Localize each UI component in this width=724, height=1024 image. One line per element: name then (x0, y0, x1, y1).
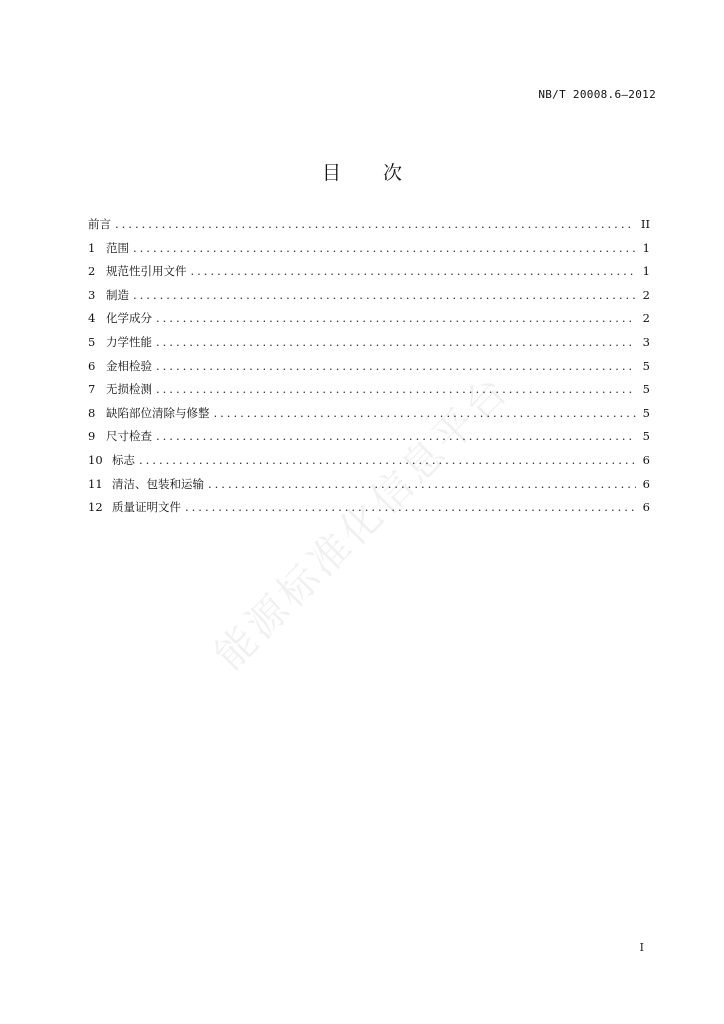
toc-entry-number: 3 (88, 287, 96, 302)
toc-entry-page: 3 (642, 334, 650, 349)
toc-entry-title: 力学性能 (106, 334, 152, 349)
toc-entry-title: 金相检验 (106, 358, 152, 373)
toc-entry[interactable] (88, 240, 650, 264)
page-number: I (639, 941, 644, 954)
toc-entry-page: 6 (642, 500, 650, 515)
toc-entry-title: 标志 (112, 452, 135, 467)
toc-entry-number: 8 (88, 405, 96, 420)
toc-entry-page: 6 (642, 452, 650, 467)
toc-entry[interactable] (88, 499, 650, 523)
toc-entry[interactable] (88, 287, 650, 311)
toc-entry[interactable] (88, 334, 650, 358)
toc-entry-title: 规范性引用文件 (106, 264, 187, 279)
toc-entry-page: II (640, 217, 650, 231)
toc-entry-number: 11 (88, 476, 103, 491)
toc-entry-title: 清洁、包装和运输 (112, 476, 204, 491)
toc-entry-number: 12 (88, 500, 103, 515)
toc-entry[interactable] (88, 405, 650, 429)
toc-entry-title: 化学成分 (106, 311, 152, 326)
toc-entry-number: 6 (88, 358, 96, 373)
watermark: 能源标准化信息平台 (206, 366, 519, 679)
title-char-2: 次 (383, 162, 403, 184)
toc-entry-number: 1 (88, 240, 96, 255)
toc-entry-number: 5 (88, 334, 96, 349)
toc-entry-title: 无损检测 (106, 382, 152, 397)
toc-entry[interactable] (88, 310, 650, 334)
toc-entry-page: 5 (642, 358, 650, 373)
toc-entry-title: 尺寸检查 (106, 429, 152, 444)
toc-entry-page: 5 (642, 429, 650, 444)
toc-entry-page: 6 (642, 476, 650, 491)
toc-entry-page: 2 (642, 287, 650, 302)
toc-entry-title: 缺陷部位清除与修整 (106, 405, 210, 420)
toc-entry-page: 5 (642, 405, 650, 420)
standard-code: NB/T 20008.6—2012 (538, 88, 656, 101)
page-title (0, 158, 724, 185)
toc-entry-page: 1 (642, 264, 650, 279)
toc-entry-number: 7 (88, 382, 96, 397)
toc-entry-page: 2 (642, 311, 650, 326)
toc-entry[interactable] (88, 428, 650, 452)
toc-entry-title: 前言 (88, 217, 111, 231)
toc-entry[interactable] (88, 358, 650, 382)
toc-entry-title: 范围 (106, 240, 129, 255)
toc-entry[interactable] (88, 452, 650, 476)
toc-entry[interactable] (88, 381, 650, 405)
toc-entry-number: 10 (88, 452, 103, 467)
toc-entry-number: 4 (88, 311, 96, 326)
toc-entry-number: 2 (88, 264, 96, 279)
toc-entry[interactable] (88, 263, 650, 287)
table-of-contents (88, 216, 650, 523)
toc-entry-title: 质量证明文件 (112, 500, 181, 515)
toc-entry[interactable] (88, 476, 650, 500)
toc-entry[interactable] (88, 216, 650, 240)
toc-entry-page: 5 (642, 382, 650, 397)
toc-entry-title: 制造 (106, 287, 129, 302)
toc-entry-number: 9 (88, 429, 96, 444)
toc-entry-page: 1 (642, 240, 650, 255)
title-char-1: 目 (321, 162, 341, 184)
